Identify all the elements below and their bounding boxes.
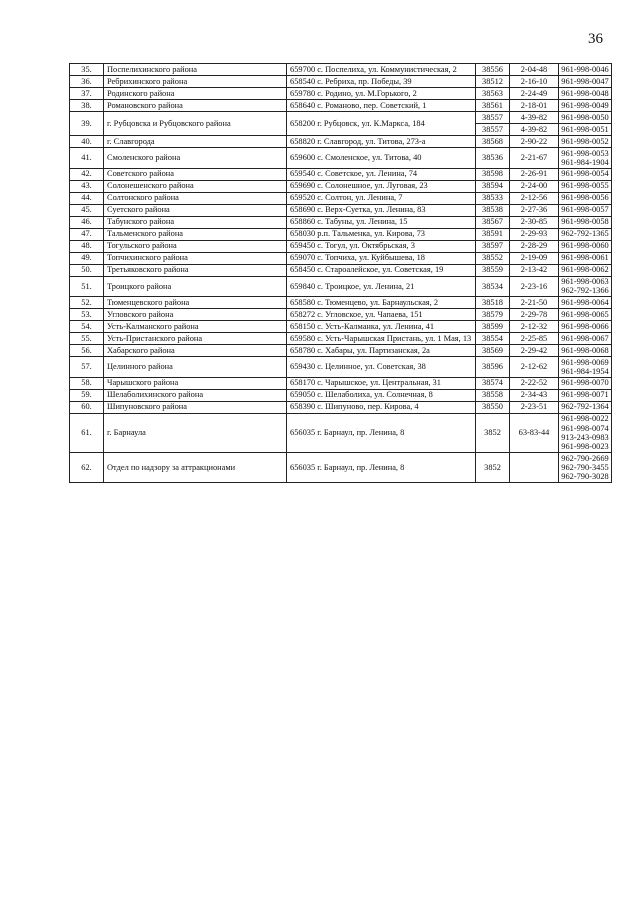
row-number: 53. [70, 309, 104, 321]
postal-address: 658820 г. Славгород, ул. Титова, 273-а [287, 136, 476, 148]
row-number: 41. [70, 148, 104, 169]
phone-number [510, 453, 559, 483]
mobile-number: 961-998-0050 [561, 112, 609, 122]
row-number: 37. [70, 88, 104, 100]
row-number: 39. [70, 112, 104, 136]
mobile-numbers [559, 112, 612, 124]
row-number: 62. [70, 453, 104, 483]
mobile-numbers [559, 345, 612, 357]
table-row [70, 76, 612, 88]
mobile-number: 961-998-0068 [561, 345, 609, 355]
department-name: Отдел по надзору за аттракционами [104, 453, 287, 483]
mobile-numbers [559, 216, 612, 228]
page-number: 36 [588, 31, 603, 47]
phone-number: 2-04-48 [510, 64, 559, 76]
table-row [70, 168, 612, 180]
row-number: 60. [70, 401, 104, 413]
mobile-numbers [559, 309, 612, 321]
mobile-numbers [559, 240, 612, 252]
row-number: 40. [70, 136, 104, 148]
phone-number: 2-22-52 [510, 377, 559, 389]
phone-area-code: 38591 [476, 228, 510, 240]
table-row [70, 309, 612, 321]
mobile-numbers [559, 357, 612, 378]
postal-address: 656035 г. Барнаул, пр. Ленина, 8 [287, 453, 476, 483]
postal-address: 659690 с. Солонешное, ул. Луговая, 23 [287, 180, 476, 192]
phone-area-code: 38536 [476, 148, 510, 169]
phone-area-code: 38563 [476, 88, 510, 100]
phone-area-code: 3852 [476, 453, 510, 483]
department-name: г. Рубцовска и Рубцовского района [104, 112, 287, 136]
mobile-numbers [559, 64, 612, 76]
phone-number: 2-13-42 [510, 264, 559, 276]
mobile-number: 961-998-0049 [561, 100, 609, 110]
table-row [70, 321, 612, 333]
row-number: 57. [70, 357, 104, 378]
postal-address: 658150 с. Усть-Калманка, ул. Ленина, 41 [287, 321, 476, 333]
phone-area-code: 38594 [476, 180, 510, 192]
department-name: Топчихинского района [104, 252, 287, 264]
table-row [70, 204, 612, 216]
phone-number: 2-16-10 [510, 76, 559, 88]
department-name: Родинского района [104, 88, 287, 100]
phone-area-code: 38567 [476, 216, 510, 228]
table-row [70, 401, 612, 413]
department-name: Суетского района [104, 204, 287, 216]
postal-address: 659070 с. Топчиха, ул. Куйбышева, 18 [287, 252, 476, 264]
phone-number: 2-12-56 [510, 192, 559, 204]
department-name: Солонешенского района [104, 180, 287, 192]
phone-number: 4-39-82 [510, 124, 559, 136]
mobile-number: 961-998-0061 [561, 253, 609, 263]
mobile-number: 961-998-0022 [561, 414, 609, 424]
phone-area-code: 38574 [476, 377, 510, 389]
mobile-numbers [559, 136, 612, 148]
mobile-numbers [559, 264, 612, 276]
postal-address: 656035 г. Барнаул, пр. Ленина, 8 [287, 413, 476, 453]
table-row [70, 148, 612, 169]
phone-number: 2-12-62 [510, 357, 559, 378]
mobile-number: 962-790-2669 [561, 453, 609, 463]
table-row [70, 377, 612, 389]
department-name: г. Барнаула [104, 413, 287, 453]
table-row [70, 88, 612, 100]
row-number: 61. [70, 413, 104, 453]
department-name: Третьяковского района [104, 264, 287, 276]
postal-address: 659600 с. Смоленское, ул. Титова, 40 [287, 148, 476, 169]
table-row [70, 216, 612, 228]
mobile-numbers [559, 321, 612, 333]
mobile-number: 961-998-0063 [561, 277, 609, 287]
phone-area-code: 38569 [476, 345, 510, 357]
department-name: Усть-Калманского района [104, 321, 287, 333]
mobile-number: 961-998-0058 [561, 217, 609, 227]
mobile-number: 961-998-0065 [561, 309, 609, 319]
mobile-numbers [559, 453, 612, 483]
phone-area-code: 38552 [476, 252, 510, 264]
phone-number: 2-21-50 [510, 297, 559, 309]
phone-area-code: 38534 [476, 276, 510, 297]
phone-area-code: 3852 [476, 413, 510, 453]
row-number: 48. [70, 240, 104, 252]
phone-area-code: 38538 [476, 204, 510, 216]
mobile-numbers [559, 377, 612, 389]
mobile-number: 961-998-0053 [561, 148, 609, 158]
row-number: 35. [70, 64, 104, 76]
department-name: Целинного района [104, 357, 287, 378]
row-number: 45. [70, 204, 104, 216]
table-row [70, 136, 612, 148]
phone-number: 2-18-01 [510, 100, 559, 112]
mobile-number: 961-998-0047 [561, 76, 609, 86]
phone-area-code: 38559 [476, 264, 510, 276]
mobile-numbers [559, 252, 612, 264]
postal-address: 659520 с. Солтон, ул. Ленина, 7 [287, 192, 476, 204]
phone-area-code: 38598 [476, 168, 510, 180]
department-name: Романовского района [104, 100, 287, 112]
mobile-numbers: 961-998-0051 [559, 124, 612, 136]
postal-address: 658272 с. Угловское, ул. Чапаева, 151 [287, 309, 476, 321]
mobile-number: 961-998-0055 [561, 181, 609, 191]
row-number: 44. [70, 192, 104, 204]
phone-area-code: 38557 [476, 112, 510, 124]
row-number: 55. [70, 333, 104, 345]
department-name: Поспелихинского района [104, 64, 287, 76]
mobile-number: 961-998-0052 [561, 136, 609, 146]
phone-number: 2-27-36 [510, 204, 559, 216]
postal-address: 659450 с. Тогул, ул. Октябрьская, 3 [287, 240, 476, 252]
department-name: Усть-Пристанского района [104, 333, 287, 345]
table-row [70, 64, 612, 76]
postal-address: 658540 с. Ребриха, пр. Победы, 39 [287, 76, 476, 88]
mobile-number: 961-998-0064 [561, 297, 609, 307]
postal-address: 659580 с. Усть-Чарышская Пристань, ул. 1 Мая, 13 [287, 333, 476, 345]
mobile-numbers [559, 297, 612, 309]
mobile-number: 962-792-1364 [561, 402, 609, 412]
row-number: 50. [70, 264, 104, 276]
table-row [70, 252, 612, 264]
phone-area-code: 38554 [476, 333, 510, 345]
department-name: г. Славгорода [104, 136, 287, 148]
postal-address: 658640 с. Романово, пер. Советский, 1 [287, 100, 476, 112]
mobile-numbers [559, 76, 612, 88]
phone-number: 63-83-44 [510, 413, 559, 453]
postal-address: 658170 с. Чарышское, ул. Центральная, 31 [287, 377, 476, 389]
phone-area-code: 38550 [476, 401, 510, 413]
mobile-numbers [559, 168, 612, 180]
phone-number: 2-29-93 [510, 228, 559, 240]
mobile-number: 961-998-0060 [561, 241, 609, 251]
postal-address: 658860 с. Табуны, ул. Ленина, 15 [287, 216, 476, 228]
postal-address: 659840 с. Троицкое, ул. Ленина, 21 [287, 276, 476, 297]
department-name: Чарышского района [104, 377, 287, 389]
phone-area-code: 38596 [476, 357, 510, 378]
mobile-numbers [559, 180, 612, 192]
table-row [70, 453, 612, 483]
postal-address: 659050 с. Шелаболиха, ул. Солнечная, 8 [287, 389, 476, 401]
table-row [70, 180, 612, 192]
mobile-numbers [559, 192, 612, 204]
department-name: Шипуновского района [104, 401, 287, 413]
mobile-number: 961-998-0074 [561, 423, 609, 433]
row-number: 52. [70, 297, 104, 309]
contacts-table [69, 63, 612, 483]
mobile-numbers [559, 413, 612, 453]
row-number: 47. [70, 228, 104, 240]
phone-number: 4-39-82 [510, 112, 559, 124]
postal-address: 658690 с. Верх-Суетка, ул. Ленина, 83 [287, 204, 476, 216]
mobile-numbers [559, 333, 612, 345]
phone-area-code: 38561 [476, 100, 510, 112]
phone-number: 2-90-22 [510, 136, 559, 148]
row-number: 36. [70, 76, 104, 88]
mobile-numbers [559, 204, 612, 216]
phone-area-code: 38512 [476, 76, 510, 88]
postal-address: 658200 г. Рубцовск, ул. К.Маркса, 184 [287, 112, 476, 136]
mobile-number: 961-998-0070 [561, 378, 609, 388]
postal-address: 659540 с. Советское, ул. Ленина, 74 [287, 168, 476, 180]
phone-number: 2-21-67 [510, 148, 559, 169]
table-row [70, 100, 612, 112]
postal-address: 659780 с. Родино, ул. М.Горького, 2 [287, 88, 476, 100]
row-number: 51. [70, 276, 104, 297]
mobile-number: 961-998-0057 [561, 205, 609, 215]
department-name: Хабарского района [104, 345, 287, 357]
table-row [70, 228, 612, 240]
phone-area-code: 38557 [476, 124, 510, 136]
department-name: Табунского района [104, 216, 287, 228]
department-name: Троицкого района [104, 276, 287, 297]
phone-number: 2-25-85 [510, 333, 559, 345]
phone-number: 2-24-49 [510, 88, 559, 100]
row-number: 56. [70, 345, 104, 357]
phone-number: 2-26-91 [510, 168, 559, 180]
table-row [70, 345, 612, 357]
row-number: 42. [70, 168, 104, 180]
mobile-numbers [559, 148, 612, 169]
row-number: 46. [70, 216, 104, 228]
phone-number: 2-28-29 [510, 240, 559, 252]
mobile-number: 961-998-0067 [561, 333, 609, 343]
phone-number: 2-29-78 [510, 309, 559, 321]
table-row [70, 413, 612, 453]
mobile-number: 961-984-1954 [561, 366, 609, 376]
mobile-numbers [559, 100, 612, 112]
department-name: Тюменцевского района [104, 297, 287, 309]
row-number: 54. [70, 321, 104, 333]
department-name: Советского района [104, 168, 287, 180]
table-row [70, 112, 612, 124]
row-number: 43. [70, 180, 104, 192]
table-row [70, 240, 612, 252]
mobile-number: 961-998-0046 [561, 64, 609, 74]
department-name: Угловского района [104, 309, 287, 321]
mobile-number: 961-998-0048 [561, 88, 609, 98]
phone-area-code: 38518 [476, 297, 510, 309]
phone-area-code: 38533 [476, 192, 510, 204]
postal-address: 658780 с. Хабары, ул. Партизанская, 2а [287, 345, 476, 357]
phone-number: 2-34-43 [510, 389, 559, 401]
mobile-number: 961-998-0023 [561, 441, 609, 451]
table-row [70, 389, 612, 401]
phone-area-code: 38568 [476, 136, 510, 148]
mobile-number: 961-998-0066 [561, 321, 609, 331]
phone-area-code: 38597 [476, 240, 510, 252]
postal-address: 658580 с. Тюменцево, ул. Барнаульская, 2 [287, 297, 476, 309]
mobile-number: 962-792-1365 [561, 229, 609, 239]
table-row [70, 264, 612, 276]
mobile-number: 961-998-0056 [561, 193, 609, 203]
mobile-number: 961-998-0069 [561, 357, 609, 367]
row-number: 59. [70, 389, 104, 401]
postal-address: 658390 с. Шипуново, пер. Кирова, 4 [287, 401, 476, 413]
department-name: Смоленского района [104, 148, 287, 169]
table-row [70, 192, 612, 204]
mobile-numbers [559, 389, 612, 401]
phone-number: 2-23-16 [510, 276, 559, 297]
phone-area-code: 38556 [476, 64, 510, 76]
mobile-number: 913-243-0983 [561, 432, 609, 442]
table-row [70, 276, 612, 297]
phone-number: 2-29-42 [510, 345, 559, 357]
postal-address: 659430 с. Целинное, ул. Советская, 38 [287, 357, 476, 378]
table-row [70, 297, 612, 309]
row-number: 58. [70, 377, 104, 389]
department-name: Ребрихинского района [104, 76, 287, 88]
postal-address: 659700 с. Поспелиха, ул. Коммунистическая, 2 [287, 64, 476, 76]
mobile-numbers [559, 276, 612, 297]
mobile-number: 961-984-1904 [561, 157, 609, 167]
postal-address: 658030 р.п. Тальменка, ул. Кирова, 73 [287, 228, 476, 240]
mobile-number: 961-998-0062 [561, 265, 609, 275]
phone-number: 2-12-32 [510, 321, 559, 333]
mobile-numbers [559, 88, 612, 100]
department-name: Шелаболихинского района [104, 389, 287, 401]
mobile-numbers [559, 228, 612, 240]
phone-number: 2-30-85 [510, 216, 559, 228]
table-row [70, 357, 612, 378]
mobile-number: 961-998-0054 [561, 169, 609, 179]
department-name: Солтонского района [104, 192, 287, 204]
phone-number: 2-24-00 [510, 180, 559, 192]
phone-area-code: 38599 [476, 321, 510, 333]
contacts-table-body [70, 64, 612, 483]
phone-number: 2-23-51 [510, 401, 559, 413]
mobile-number: 962-790-3455 [561, 462, 609, 472]
postal-address: 658450 с. Староалейское, ул. Советская, 19 [287, 264, 476, 276]
mobile-number: 962-790-3028 [561, 472, 609, 482]
row-number: 49. [70, 252, 104, 264]
phone-area-code: 38558 [476, 389, 510, 401]
department-name: Тальменского района [104, 228, 287, 240]
mobile-number: 962-792-1366 [561, 286, 609, 296]
table-row [70, 333, 612, 345]
department-name: Тогульского района [104, 240, 287, 252]
mobile-number: 961-998-0071 [561, 390, 609, 400]
phone-area-code: 38579 [476, 309, 510, 321]
mobile-numbers [559, 401, 612, 413]
row-number: 38. [70, 100, 104, 112]
phone-number: 2-19-09 [510, 252, 559, 264]
